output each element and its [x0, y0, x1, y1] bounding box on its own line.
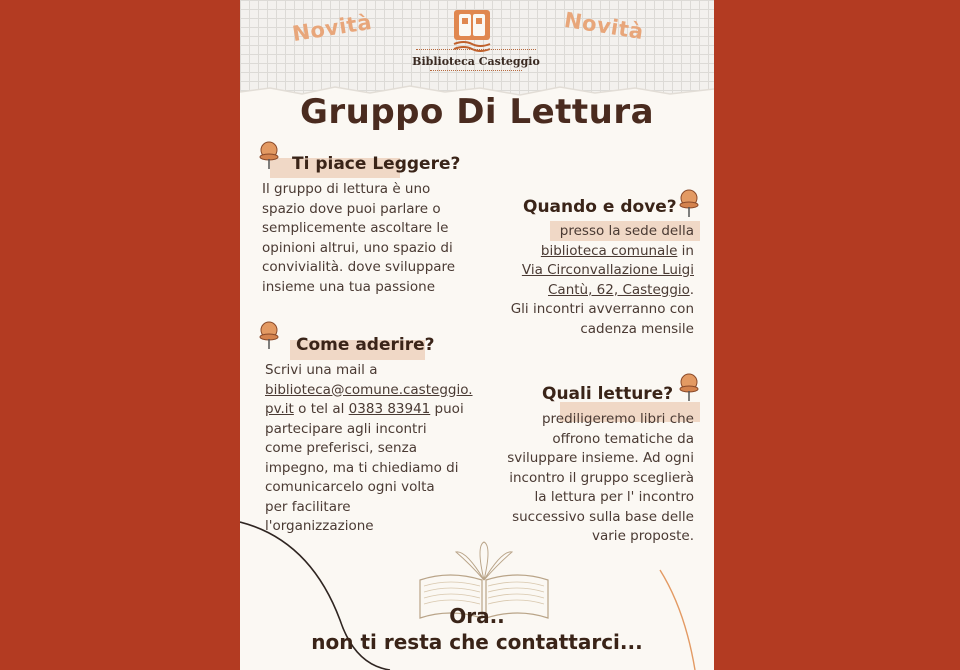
text-line: prediligeremo libri che — [541, 411, 694, 427]
text-line: presso la sede della — [559, 223, 694, 239]
text-line — [265, 400, 480, 420]
text-fragment: o tel al — [293, 401, 349, 417]
text-line: insieme una tua passione — [262, 278, 436, 295]
text-line: offrono tematiche da — [552, 430, 694, 447]
paragraph-quando-dove — [460, 222, 694, 339]
text-line: come preferisci, senza — [265, 440, 417, 456]
pushpin-icon — [256, 320, 282, 350]
library-logo-icon — [452, 8, 492, 54]
poster — [240, 0, 714, 670]
text-line: comunicarcelo ogni volta — [265, 479, 435, 495]
cta-line-2: non ti resta che contattarci... — [311, 630, 643, 654]
text-line: per facilitare — [265, 498, 351, 515]
library-link[interactable]: biblioteca comunale — [540, 242, 678, 259]
heading-piace-leggere: Ti piace Leggere? — [292, 154, 461, 174]
text-line: semplicemente ascoltare le — [262, 220, 449, 236]
logo-caption: Biblioteca Casteggio — [412, 55, 540, 68]
text-line: l'organizzazione — [265, 518, 374, 534]
address-link-2[interactable]: Cantù, 62, Casteggio — [548, 281, 690, 298]
pushpin-icon — [676, 188, 702, 218]
text-line: varie proposte. — [592, 528, 694, 544]
text-line: sviluppare insieme. Ad ogni — [507, 450, 694, 466]
text-line — [265, 381, 480, 401]
novita-label-right: Novità — [562, 7, 646, 45]
email-link-2[interactable]: pv.it — [265, 401, 294, 417]
text-line — [460, 242, 694, 262]
text-line: impegno, ma ti chiediamo di — [265, 459, 459, 476]
text-line: la lettura per l' incontro — [534, 489, 694, 505]
paragraph-piace-leggere — [262, 180, 492, 297]
email-link[interactable]: biblioteca@comune.casteggio. — [265, 381, 473, 398]
heading-quali-letture: Quali letture? — [542, 384, 674, 404]
text-line: spazio dove puoi parlare o — [262, 200, 441, 217]
text-line: partecipare agli incontri — [265, 420, 427, 437]
logo-decoration-line-2 — [430, 70, 522, 73]
pushpin-icon — [256, 140, 282, 170]
text-line: incontro il gruppo sceglierà — [509, 469, 694, 486]
text-line: successivo sulla base delle — [512, 508, 694, 525]
page-title: Gruppo Di Lettura — [299, 92, 655, 132]
text-line: Il gruppo di lettura è uno — [262, 181, 431, 197]
address-link[interactable]: Via Circonvallazione Luigi — [521, 262, 694, 278]
logo-decoration-line — [416, 49, 536, 53]
heading-come-aderire: Come aderire? — [296, 335, 435, 355]
phone-link[interactable]: 0383 83941 — [348, 401, 431, 417]
cta-line-1: Ora.. — [449, 604, 505, 628]
pushpin-icon — [676, 372, 702, 402]
text-line: cadenza mensile — [580, 320, 694, 337]
text-line: opinioni altrui, uno spazio di — [262, 239, 453, 256]
novita-label-left: Novità — [290, 9, 374, 47]
text-fragment: puoi — [430, 401, 464, 417]
text-line — [460, 281, 694, 301]
heading-quando-dove: Quando e dove? — [523, 197, 677, 217]
text-fragment: . — [689, 281, 694, 298]
text-line: Gli incontri avverranno con — [510, 301, 694, 317]
text-line: convivialità. dove sviluppare — [262, 259, 456, 275]
text-line: Scrivi una mail a — [265, 362, 378, 378]
text-fragment: in — [677, 242, 694, 259]
text-line — [460, 261, 694, 281]
